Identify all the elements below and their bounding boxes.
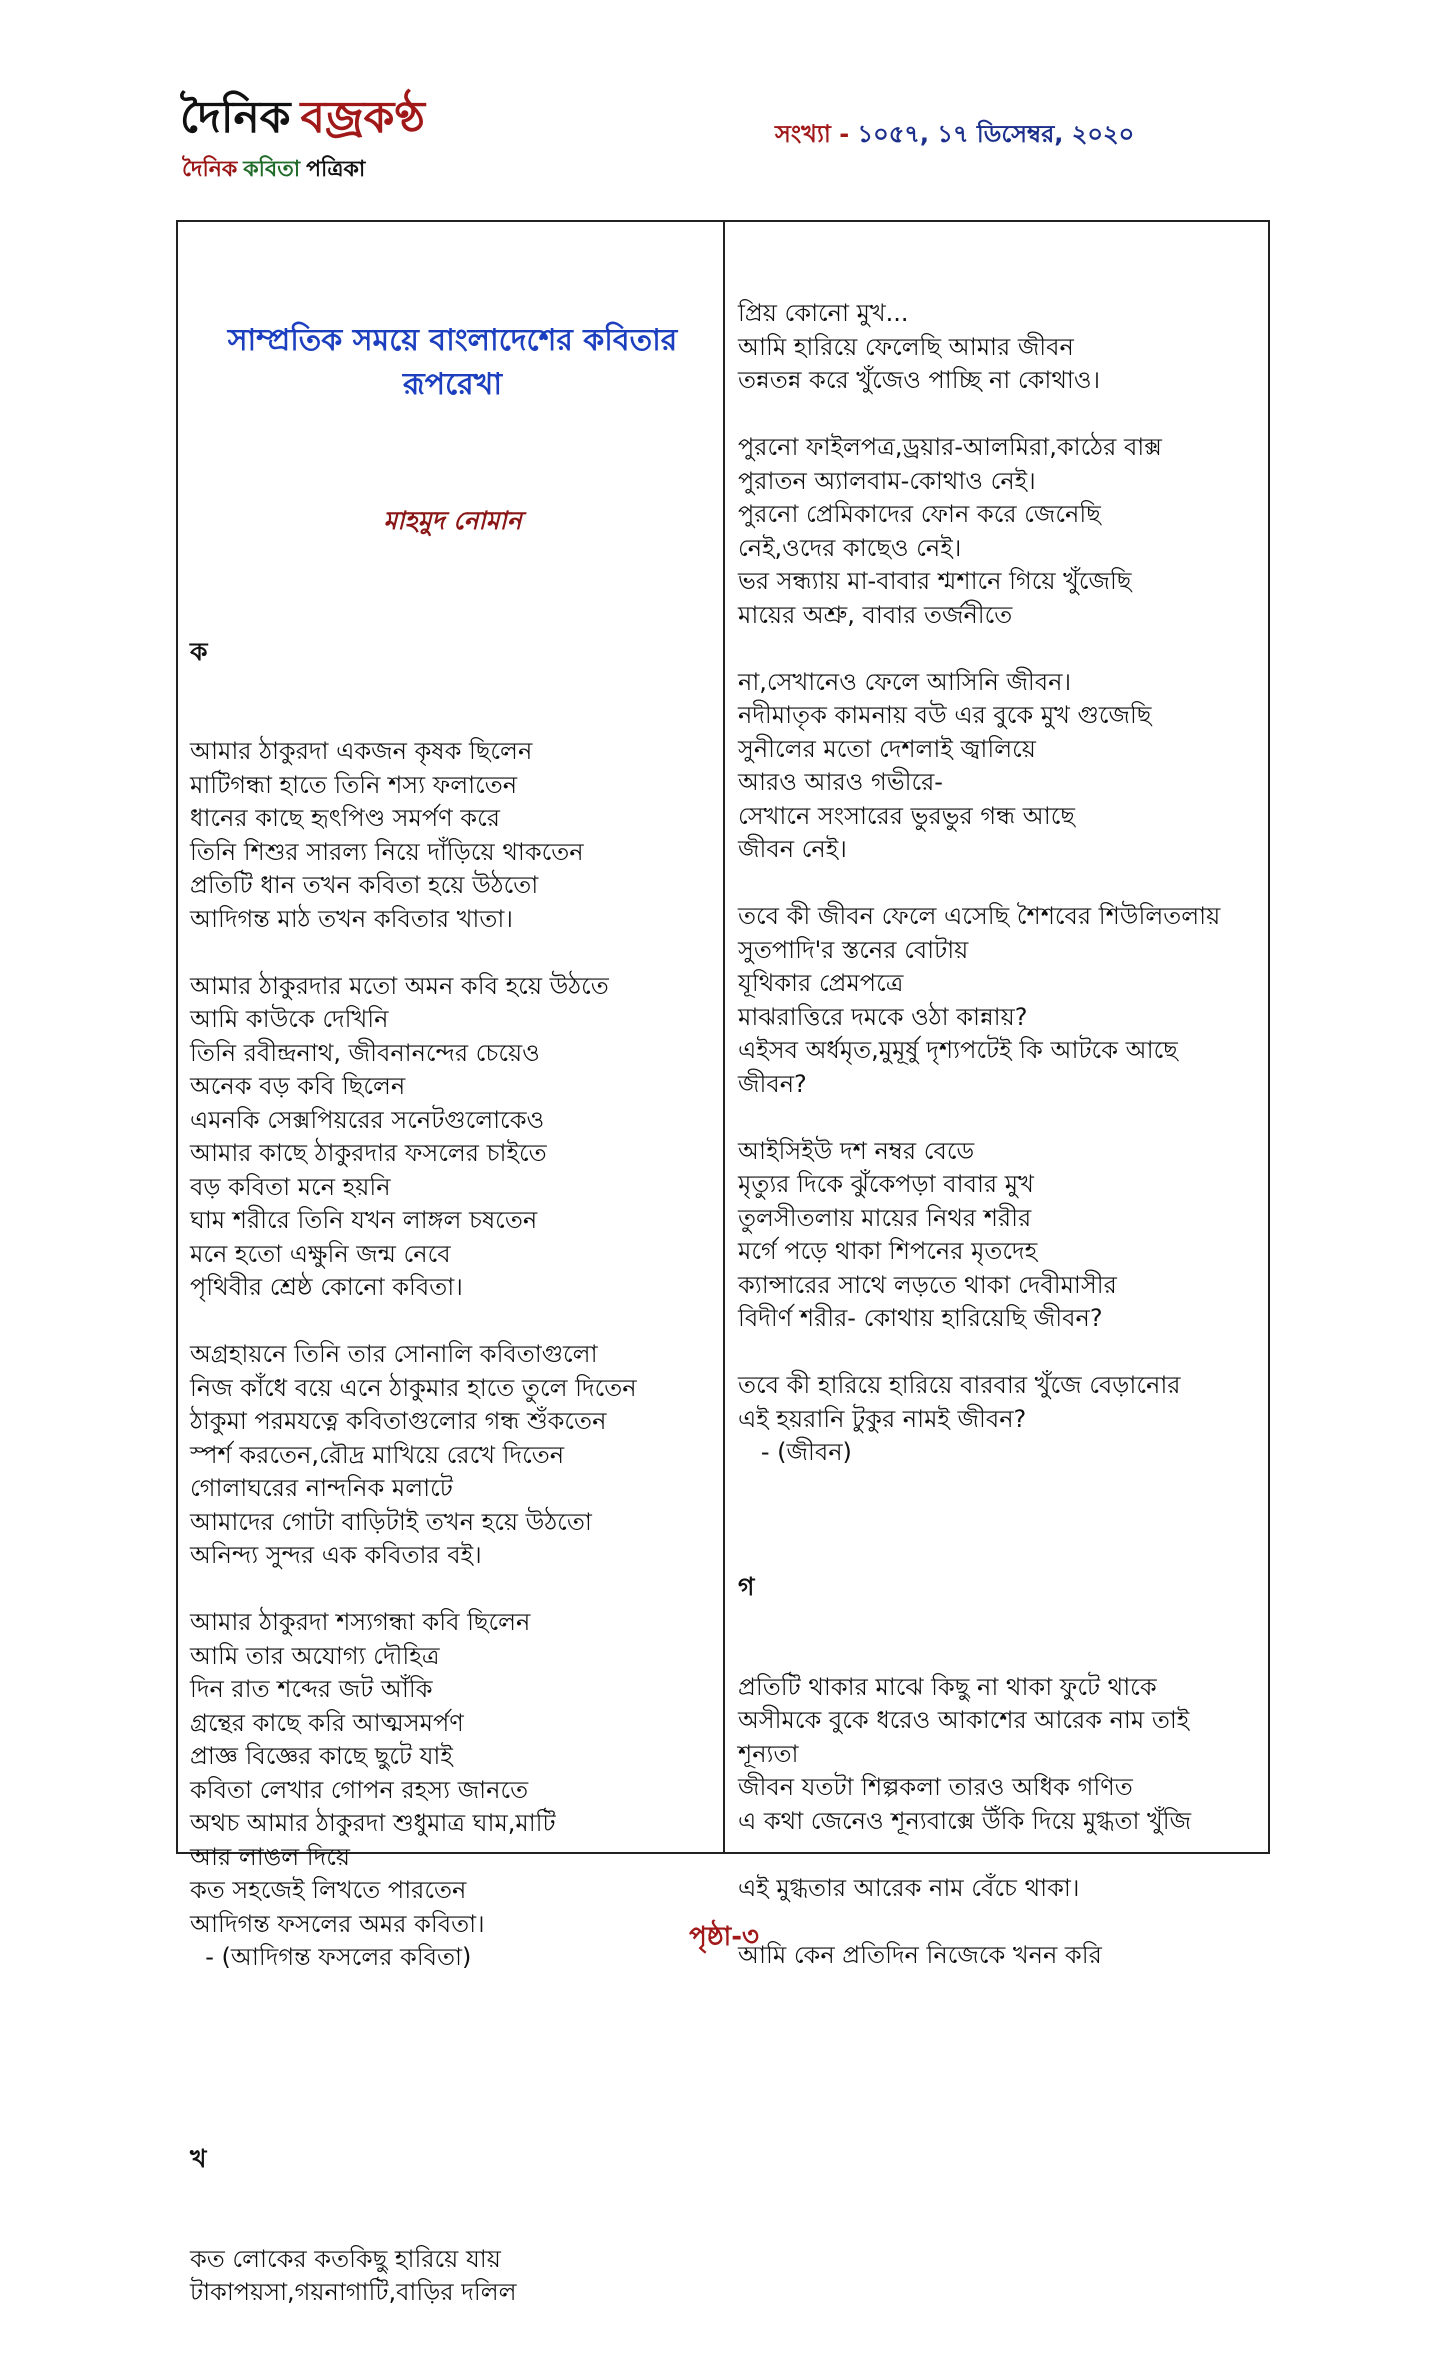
article-author: মাহমুদ নোমান [383,506,522,535]
poem-line: কত সহজেই লিখতে পারতেন [190,1876,467,1904]
poem-line: আদিগন্ত ফসলের অমর কবিতা। [190,1909,485,1938]
poem-line: মনে হতো এক্ষুনি জন্ম নেবে [190,1239,451,1268]
page-number: পৃষ্ঠা-৩ [689,1922,759,1952]
brand-word-dainik: দৈনিক [180,92,291,143]
poem-line: প্রিয় কোনো মুখ... [738,299,909,327]
poem-line: প্রাজ্ঞ বিজ্ঞের কাছে ছুটে যাই [190,1742,453,1770]
poem-line: আরও আরও গভীরে- [738,768,943,796]
left-column [190,230,715,2377]
issue-info [775,116,1134,156]
stanza-gap [738,1470,1263,1504]
poem-line: টাকাপয়সা,গয়নাগাটি,বাড়ির দলিল [190,2278,517,2306]
poem-ka-lines [190,735,715,1975]
stanza-gap [738,632,1263,666]
poem-line: কত লোকের কতকিছু হারিয়ে যায় [190,2244,501,2273]
poem-line: নেই,ওদের কাছেও নেই। [738,533,962,562]
brand-title [180,88,425,148]
poem-line: এ কথা জেনেও শূন্যবাক্সে উঁকি দিয়ে মুগ্ধতা খুঁজি [738,1806,1192,1835]
article-title: সাম্প্রতিক সময়ে বাংলাদেশের কবিতার রূপরেখা [227,323,678,402]
right-column [738,230,1263,2039]
poem-line: আমার কাছে ঠাকুরদার ফসলের চাইতে [190,1139,547,1167]
poem-line: পুরাতন অ্যালবাম-কোথাও নেই। [738,466,1036,495]
tagline-dainik: দৈনিক [182,157,238,182]
poem-line: অথচ আমার ঠাকুরদা শুধুমাত্র ঘাম,মাটি [190,1809,556,1837]
stanza-gap [190,936,715,970]
poem-line: জীবন নেই। [738,835,847,863]
stanza-gap [738,1101,1263,1135]
poem-line: বিদীর্ণ শরীর- কোথায় হারিয়েছি জীবন? [738,1304,1103,1332]
section-heading-ka: ক [190,636,208,666]
poem-line: অগ্রহায়নে তিনি তার সোনালি কবিতাগুলো [190,1340,598,1368]
poem-line: - (জীবন) [738,1438,852,1466]
poem-line: মাটিগন্ধা হাতে তিনি শস্য ফলাতেন [190,770,518,799]
poem-line: - (আদিগন্ত ফসলের কবিতা) [190,1943,472,1971]
poem-line: জীবন? [738,1069,807,1098]
stanza-gap [738,398,1263,432]
poem-line: আমি কাউকে দেখিনি [190,1005,389,1033]
stanza-gap [738,1838,1263,1872]
poem-line: আমি কেন প্রতিদিন নিজেকে খনন করি [738,1940,1102,1969]
poem-line: দিন রাত শব্দের জট আঁকি [190,1675,433,1703]
poem-line: পৃথিবীর শ্রেষ্ঠ কোনো কবিতা। [190,1273,463,1301]
issue-number-date: ১০৫৭, ১৭ ডিসেম্বর, ২০২০ [857,120,1135,148]
poem-line: নিজ কাঁধে বয়ে এনে ঠাকুমার হাতে তুলে দিতেন [190,1373,637,1402]
poem-line: তুলসীতলায় মায়ের নিথর শরীর [738,1203,1032,1232]
poem-line: আমার ঠাকুরদা একজন কৃষক ছিলেন [190,737,533,765]
poem-line: জীবন যতটা শিল্পকলা তারও অধিক গণিত [738,1773,1133,1801]
poem-line: আদিগন্ত মাঠ তখন কবিতার খাতা। [190,904,513,933]
tagline-kobita: কবিতা [243,157,301,182]
poem-line: মৃত্যুর দিকে ঝুঁকেপড়া বাবার মুখ [738,1170,1034,1198]
stanza-gap [738,1336,1263,1370]
poem-line: মাঝরাত্তিরে দমকে ওঠা কান্নায়? [738,1002,1028,1031]
poem-line: মায়ের অশ্রু, বাবার তর্জনীতে [738,600,1013,629]
poem-line: গ্রন্থের কাছে করি আত্মসমর্পণ [190,1708,464,1737]
poem-line: আমার ঠাকুরদা শস্যগন্ধা কবি ছিলেন [190,1608,531,1636]
poem-line: স্পর্শ করতেন,রৌদ্র মাখিয়ে রেখে দিতেন [190,1440,565,1469]
poem-line: আইসিইউ দশ নম্বর বেডে [738,1136,975,1165]
poem-line: এই মুগ্ধতার আরেক নাম বেঁচে থাকা। [738,1873,1080,1902]
poem-line: প্রতিটি থাকার মাঝে কিছু না থাকা ফুটে থাকে [738,1672,1157,1701]
poem-line: সেখানে সংসারের ভুরভুর গন্ধ আছে [738,801,1075,830]
poem-line: এই হয়রানি টুকুর নামই জীবন? [738,1404,1027,1433]
poem-line: তিনি রবীন্দ্রনাথ, জীবনানন্দের চেয়েও [190,1038,540,1067]
poem-line: যূথিকার প্রেমপত্রে [738,969,904,997]
masthead [180,88,1310,188]
poem-line: আমাদের গোটা বাড়িটাই তখন হয়ে উঠতো [190,1507,592,1536]
section-heading-kha: খ [190,2144,207,2173]
tagline-potrika: পত্রিকা [306,157,366,182]
poem-line: পুরনো ফাইলপত্র,ড্রয়ার-আলমিরা,কাঠের বাক্স [738,433,1162,461]
poem-line: আর লাঙল দিয়ে [190,1842,351,1871]
poem-line: সুতপাদি'র স্তনের বোটায় [738,935,969,964]
poem-line: আমার ঠাকুরদার মতো অমন কবি হয়ে উঠতে [190,971,609,1000]
poem-line: ভর সন্ধ্যায় মা-বাবার শ্মশানে গিয়ে খুঁজেছি [738,567,1132,595]
poem-kha-continued-lines [738,297,1263,1503]
column-divider [723,222,725,1852]
poem-line: গোলাঘরের নান্দনিক মলাটে [190,1474,453,1502]
poem-line: অনিন্দ্য সুন্দর এক কবিতার বই। [190,1541,482,1569]
poem-line: শূন্যতা [738,1739,799,1768]
brand-tagline [182,152,365,189]
poem-line: বড় কবিতা মনে হয়নি [190,1172,391,1201]
poem-line: আমি তার অযোগ্য দৌহিত্র [190,1641,440,1670]
poem-line: ধানের কাছে হৃৎপিণ্ড সমর্পণ করে [190,804,500,832]
poem-line: ঘাম শরীরে তিনি যখন লাঙ্গল চষতেন [190,1206,538,1234]
poem-line: তন্নতন্ন করে খুঁজেও পাচ্ছি না কোথাও। [738,366,1101,394]
poem-line: ক্যান্সারের সাথে লড়তে থাকা দেবীমাসীর [738,1270,1117,1299]
poem-line: তবে কী হারিয়ে হারিয়ে বারবার খুঁজে বেড়ানোর [738,1371,1181,1399]
section-heading-ga: গ [738,1572,755,1601]
stanza-gap [190,1573,715,1607]
poem-line: নদীমাতৃক কামনায় বউ এর বুকে মুখ গুজেছি [738,701,1152,729]
brand-word-bajrakantha: বজ্রকণ্ঠ [300,92,425,143]
poem-kha-lines [190,2243,715,2310]
stanza-gap [738,867,1263,901]
poem-line: এমনকি সেক্সপিয়রের সনেটগুলোকেও [190,1105,545,1134]
poem-line: আমি হারিয়ে ফেলেছি আমার জীবন [738,332,1074,361]
stanza-gap [190,2042,715,2076]
poem-line: তবে কী জীবন ফেলে এসেছি শৈশবের শিউলিতলায় [738,902,1221,930]
poem-line: অনেক বড় কবি ছিলেন [190,1072,406,1100]
poem-line: অসীমকে বুকে ধরেও আকাশের আরেক নাম তাই [738,1706,1190,1734]
poem-line: না,সেখানেও ফেলে আসিনি জীবন। [738,667,1072,696]
poem-line: এইসব অর্ধমৃত,মুমূর্ষু দৃশ্যপটেই কি আটকে আছে [738,1036,1178,1064]
stanza-gap [190,1305,715,1339]
poem-line: প্রতিটি ধান তখন কবিতা হয়ে উঠতো [190,871,539,899]
poem-line: মর্গে পড়ে থাকা শিপনের মৃতদেহ [738,1237,1038,1265]
poem-line: কবিতা লেখার গোপন রহস্য জানতে [190,1775,529,1804]
poem-line: তিনি শিশুর সারল্য নিয়ে দাঁড়িয়ে থাকতেন [190,837,584,866]
poem-line: ঠাকুমা পরমযত্নে কবিতাগুলোর গন্ধ শুঁকতেন [190,1407,607,1435]
issue-label: সংখ্যা - [775,120,858,148]
poem-line: সুনীলের মতো দেশলাই জ্বালিয়ে [738,734,1036,763]
poem-line: পুরনো প্রেমিকাদের ফোন করে জেনেছি [738,500,1101,528]
